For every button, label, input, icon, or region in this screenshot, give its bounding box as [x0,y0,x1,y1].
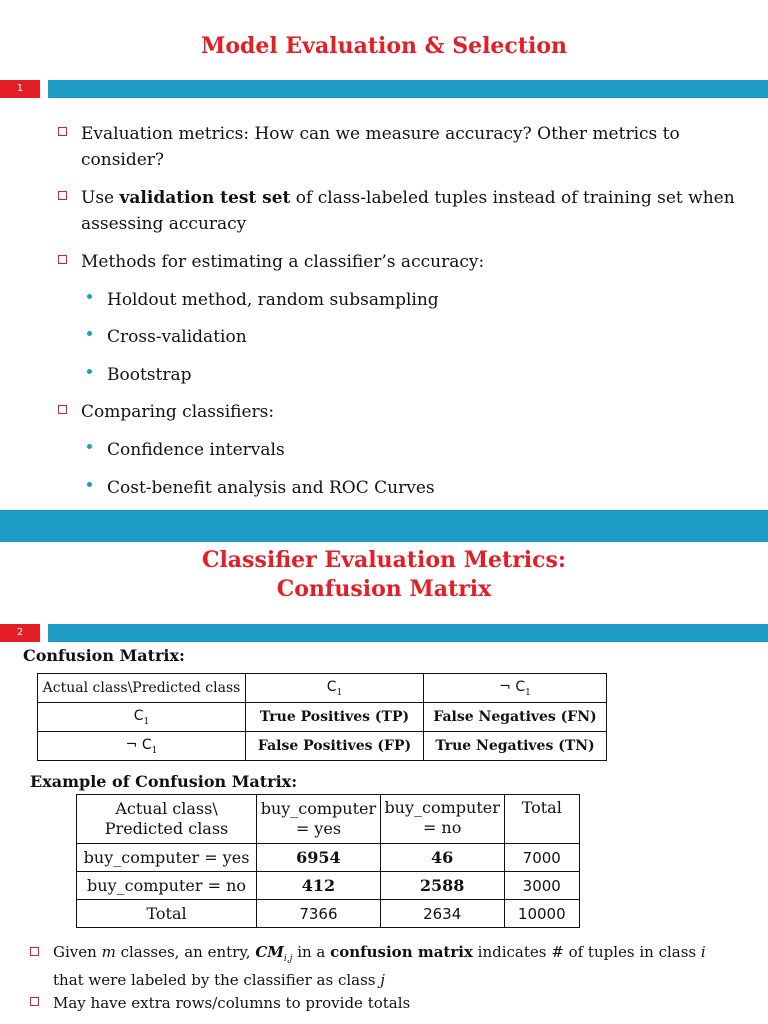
table-cell: Actual class\Predicted class [38,674,246,703]
table-cell: buy_computer = yes [257,795,381,844]
slide2-number: 2 [16,627,24,638]
dot-bullet-icon [87,369,92,374]
square-bullet-icon [30,947,39,956]
list-item: Cross-validation [107,327,247,347]
list-item: Holdout method, random subsampling [107,290,439,310]
square-bullet-icon [58,191,67,200]
square-bullet-icon [58,127,67,136]
dot-bullet-icon [87,482,92,487]
list-item: Comparing classifiers: [81,402,275,422]
table-cell: ¬ $C_1$ [424,674,607,703]
table-cell: buy_computer = no [380,795,504,844]
table-cell: buy_computer = no [77,872,257,900]
table-cell: True Positives (TP) [246,703,424,732]
slide2-header-bar [48,624,768,642]
table-cell: 6954 [257,844,381,872]
table-cell: Actual class\ Predicted class [77,795,257,844]
table-row [77,795,580,844]
table-cell: $C_1$ [38,703,246,732]
table-cell: 3000 [504,872,579,900]
slide2-number-bar [0,624,40,642]
list-item: Cost-benefit analysis and ROC Curves [107,478,435,498]
table-cell: 412 [257,872,381,900]
table-cell: ¬ $C_1$ [38,732,246,761]
slide1-title: Model Evaluation & Selection [200,33,568,59]
note-totals: May have extra rows/columns to provide totals [53,994,411,1012]
dot-bullet-icon [87,331,92,336]
example-heading: Example of Confusion Matrix: [30,772,298,791]
slide2-title-line1: Classifier Evaluation Metrics: [201,547,567,573]
table-row [38,674,607,703]
table-row [77,900,580,928]
dot-bullet-icon [87,444,92,449]
table-cell: 2588 [380,872,504,900]
table-cell: buy_computer = yes [77,844,257,872]
confusion-matrix-table [37,673,607,761]
table-cell: 7000 [504,844,579,872]
list-item: Use validation test set of class-labeled tuples instead of training set when assessing accuracy [81,188,735,234]
table-cell: Total [77,900,257,928]
slide2-title-line2: Confusion Matrix [276,576,492,602]
note-cm-definition: Given m classes, an entry, $CM_{i,j}$ in a confusion matrix indicates # of tuples in class i that were labeled by the classifier as class j [53,943,706,989]
square-bullet-icon [58,405,67,414]
slide1-header-bar [48,80,768,98]
table-cell: Total [504,795,579,844]
table-cell: False Positives (FP) [246,732,424,761]
table-row [38,703,607,732]
confusion-matrix-heading: Confusion Matrix: [23,646,185,665]
example-confusion-matrix-table [76,794,580,928]
table-cell: 7366 [257,900,381,928]
table-cell: $C_1$ [246,674,424,703]
table-row [77,844,580,872]
table-cell: 10000 [504,900,579,928]
slide1-number: 1 [16,83,24,94]
square-bullet-icon [30,997,39,1006]
table-cell: True Negatives (TN) [424,732,607,761]
table-row [77,872,580,900]
square-bullet-icon [58,255,67,264]
dot-bullet-icon [87,294,92,299]
table-cell: False Negatives (FN) [424,703,607,732]
table-cell: 46 [380,844,504,872]
list-item: Confidence intervals [107,440,285,460]
slide-divider [0,510,768,542]
slide1-number-bar [0,80,40,98]
list-item: Bootstrap [107,365,192,385]
table-cell: 2634 [380,900,504,928]
table-row [38,732,607,761]
list-item: Evaluation metrics: How can we measure accuracy? Other metrics to consider? [81,124,680,170]
list-item: Methods for estimating a classifier’s accuracy: [81,252,485,272]
